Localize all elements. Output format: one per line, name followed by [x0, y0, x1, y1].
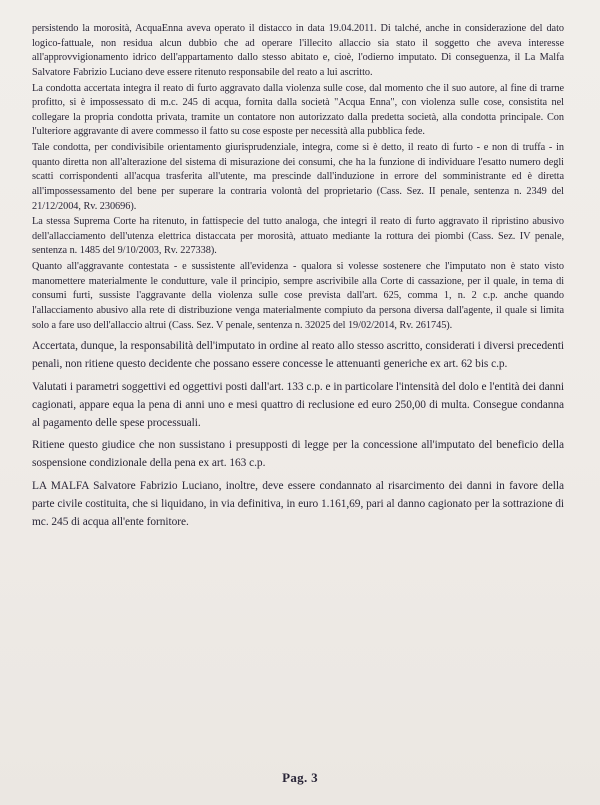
document-body	[32, 22, 564, 532]
paragraph-orientamento-giurisprudenziale: Tale condotta, per condivisibile orientamento giurisprudenziale, integra, come si è detto, il reato di furto - e non di truffa - in quanto diretta non all'alterazione del sistema di misurazione dei consumi, che ha la funzione di individuare l'esatto numero degli scatti corrispondenti all'acqua trasferita all'utente, ma prescinde dall'induzione in errore del somministrante ed è diretta all'impossessamento del bene per superare la contraria volontà del proprietario (Cass. Sez. II penale, sentenza n. 2349 del 21/12/2004, Rv. 230696).	[32, 142, 564, 212]
paragraph-aggravante: Quanto all'aggravante contestata - e sussistente all'evidenza - qualora si volesse sostenere che l'imputato non è stato visto manomettere materialmente le condutture, vale il principio, sempre ascrivibile alla Corte di cassazione, per il quale, in tema di consumi furti, sussiste l'aggravante della violenza sulle cose prevista dall'art. 625, comma 1, n. 2 c.p. anche quando l'allacciamento abusivo alla rete di distribuzione venga materialmente compiuto da persona diversa dall'agente, il quale si limita solo a fare uso dell'allaccio altrui (Cass. Sez. V penale, sentenza n. 32025 del 19/02/2014, Rv. 261745).	[32, 261, 564, 331]
paragraph-responsabilita: Accertata, dunque, la responsabilità dell'imputato in ordine al reato allo stesso ascritto, considerati i diversi precedenti penali, non ritiene questo decidente che possano essere concesse le attenuanti generiche ex art. 62 bis c.p.	[32, 340, 564, 371]
paragraph-suprema-corte: La stessa Suprema Corte ha ritenuto, in fattispecie del tutto analoga, che integri il reato di furto aggravato il ripristino abusivo dell'allacciamento dell'utenza elettrica distaccata per morosità, attuato mediante la rottura dei piombi (Cass. Sez. IV penale, sentenza n. 1485 del 9/10/2003, Rv. 227338).	[32, 216, 564, 257]
paragraph-risarcimento: LA MALFA Salvatore Fabrizio Luciano, inoltre, deve essere condannato al risarcimento dei danni in favore della parte civile costituita, che si liquidano, in via definitiva, in euro 1.161,69, pari al danno cagionato per la sottrazione di mc. 245 di acqua all'ente fornitore.	[32, 479, 564, 529]
paragraph-sospensione: Ritiene questo giudice che non sussistano i presupposti di legge per la concessione all'imputato del beneficio della sospensione condizionale della pena ex art. 163 c.p.	[32, 439, 564, 470]
paragraph-condotta-accertata: La condotta accertata integra il reato di furto aggravato dalla violenza sulle cose, dal momento che il suo autore, al fine di trarne profitto, si è impossessato di m.c. 245 di acqua, fornita dalla società "Acqua Enna", con violenza sulle cose, consistita nel collegare la propria condotta privata, tramite un contatore non autorizzato dalla predetta società, alla condotta principale. Con l'ulteriore aggravante di avere commesso il fatto su cose esposte per necessità alla pubblica fede.	[32, 82, 564, 138]
paragraph-morosita: persistendo la morosità, AcquaEnna aveva operato il distacco in data 19.04.2011. Di talché, anche in considerazione del dato logico-fattuale, non residua alcun dubbio che ad operare l'illecito allaccio sia stato il soggetto che aveva interesse all'approvvigionamento idrico dell'appartamento dallo stesso abitato e, cioè, l'odierno imputato. Di conseguenza, il La Malfa Salvatore Fabrizio Luciano deve essere ritenuto responsabile del reato a lui ascritto.	[32, 23, 564, 78]
page-number: Pag. 3	[282, 770, 318, 785]
paragraph-pena: Valutati i parametri soggettivi ed oggettivi posti dall'art. 133 c.p. e in particolare l'intensità del dolo e l'entità dei danni cagionati, appare equa la pena di anni uno e mesi quattro di reclusione ed euro 250,00 di multa. Consegue condanna al pagamento delle spese processuali.	[32, 380, 564, 430]
